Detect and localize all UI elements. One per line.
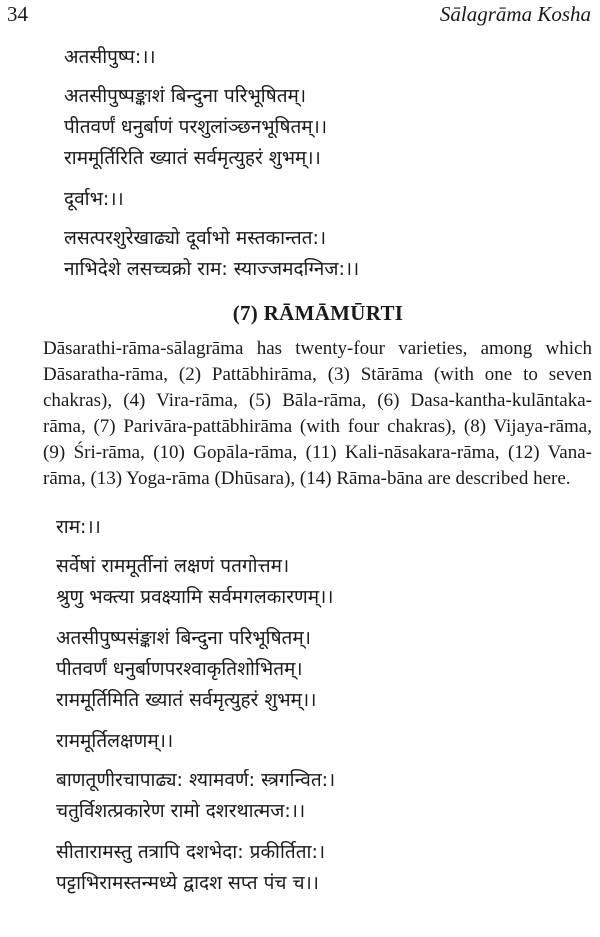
verse-stanza: [0, 223, 600, 285]
verse-line: चतुर्विशत्प्रकारेण रामो दशरथात्मज:।।: [56, 800, 306, 822]
page-body: [0, 42, 600, 909]
body-paragraph: Dāsarathi-rāma-sālagrāma has twenty-four varieties, among which Dāsaratha-rāma, (2) Pattābhirāma, (3) Stārāma (with one to seven chakras), (4) Vira-rāma, (5) Bāla-rāma, (6) Dasa-kantha-kulāntaka-rāma, (7) Parivāra-pattābhirāma (with four chakras), (8) Vijaya-rāma, (9) Śri-rāma, (10) Gopāla-rāma, (11) Kali-nāsakara-rāma, (12) Vana-rāma, (13) Yoga-rāma (Dhūsara), (14) Rāma-bāna are described here.: [43, 338, 592, 489]
verse-line: सीतारामस्तु तत्रापि दशभेदा: प्रकीर्तिता:।: [56, 841, 326, 863]
verse-line: पट्टाभिरामस्तन्मध्ये द्वादश सप्त पंच च।।: [56, 872, 319, 894]
section-heading: (7) RĀMĀMŪRTI: [232, 301, 404, 325]
verse-line: नाभिदेशे लसच्चक्रो राम: स्याज्जमदग्निज:।।: [64, 258, 360, 280]
verse-line: राममूर्तिरिति ख्यातं सर्वमृत्युहरं शुभम्।।: [64, 147, 321, 169]
verse-heading-atasipushpa: अतसीपुष्प:।।: [64, 46, 156, 68]
verse-line: लसत्परशुरेखाढ्यो दूर्वाभो मस्तकान्तत:।: [64, 227, 327, 249]
verse-stanza: [0, 837, 600, 899]
verse-stanza: [0, 81, 600, 174]
verse-stanza: [0, 623, 600, 716]
running-title: Sālagrāma Kosha: [439, 2, 591, 26]
verse-heading-durvabha: दूर्वाभ:।।: [64, 188, 124, 210]
verse-heading-rama: राम:।।: [56, 516, 101, 538]
page-header: [7, 2, 591, 28]
verse-stanza: [0, 765, 600, 827]
verse-stanza: [0, 551, 600, 613]
verse-line: अतसीपुष्पङ्काशं बिन्दुना परिभूषितम्।: [64, 85, 307, 107]
verse-line: पीतवर्णं धनुर्बाणं परशुलांञ्छनभूषितम्।।: [64, 116, 328, 138]
verse-line: श्रुणु भक्त्या प्रवक्ष्यामि सर्वमगलकारणम्।।: [56, 586, 334, 608]
verse-line: बाणतूणीरचापाढ्य: श्यामवर्ण: स्त्रगन्वित:।: [56, 769, 336, 791]
verse-heading-ramamurti-lakshanam: राममूर्तिलक्षणम्।।: [56, 730, 174, 752]
verse-line: पीतवर्णं धनुर्बाणपरश्वाकृतिशोभितम्।: [56, 658, 303, 680]
verse-line: राममूर्तिमिति ख्यातं सर्वमृत्युहरं शुभम्।।: [56, 689, 317, 711]
verse-line: सर्वेषां राममूर्तीनां लक्षणं पतगोत्तम।: [56, 555, 290, 577]
page-number: 34: [7, 2, 28, 26]
verse-line: अतसीपुष्पसंङ्काशं बिन्दुना परिभूषितम्।: [56, 627, 311, 649]
